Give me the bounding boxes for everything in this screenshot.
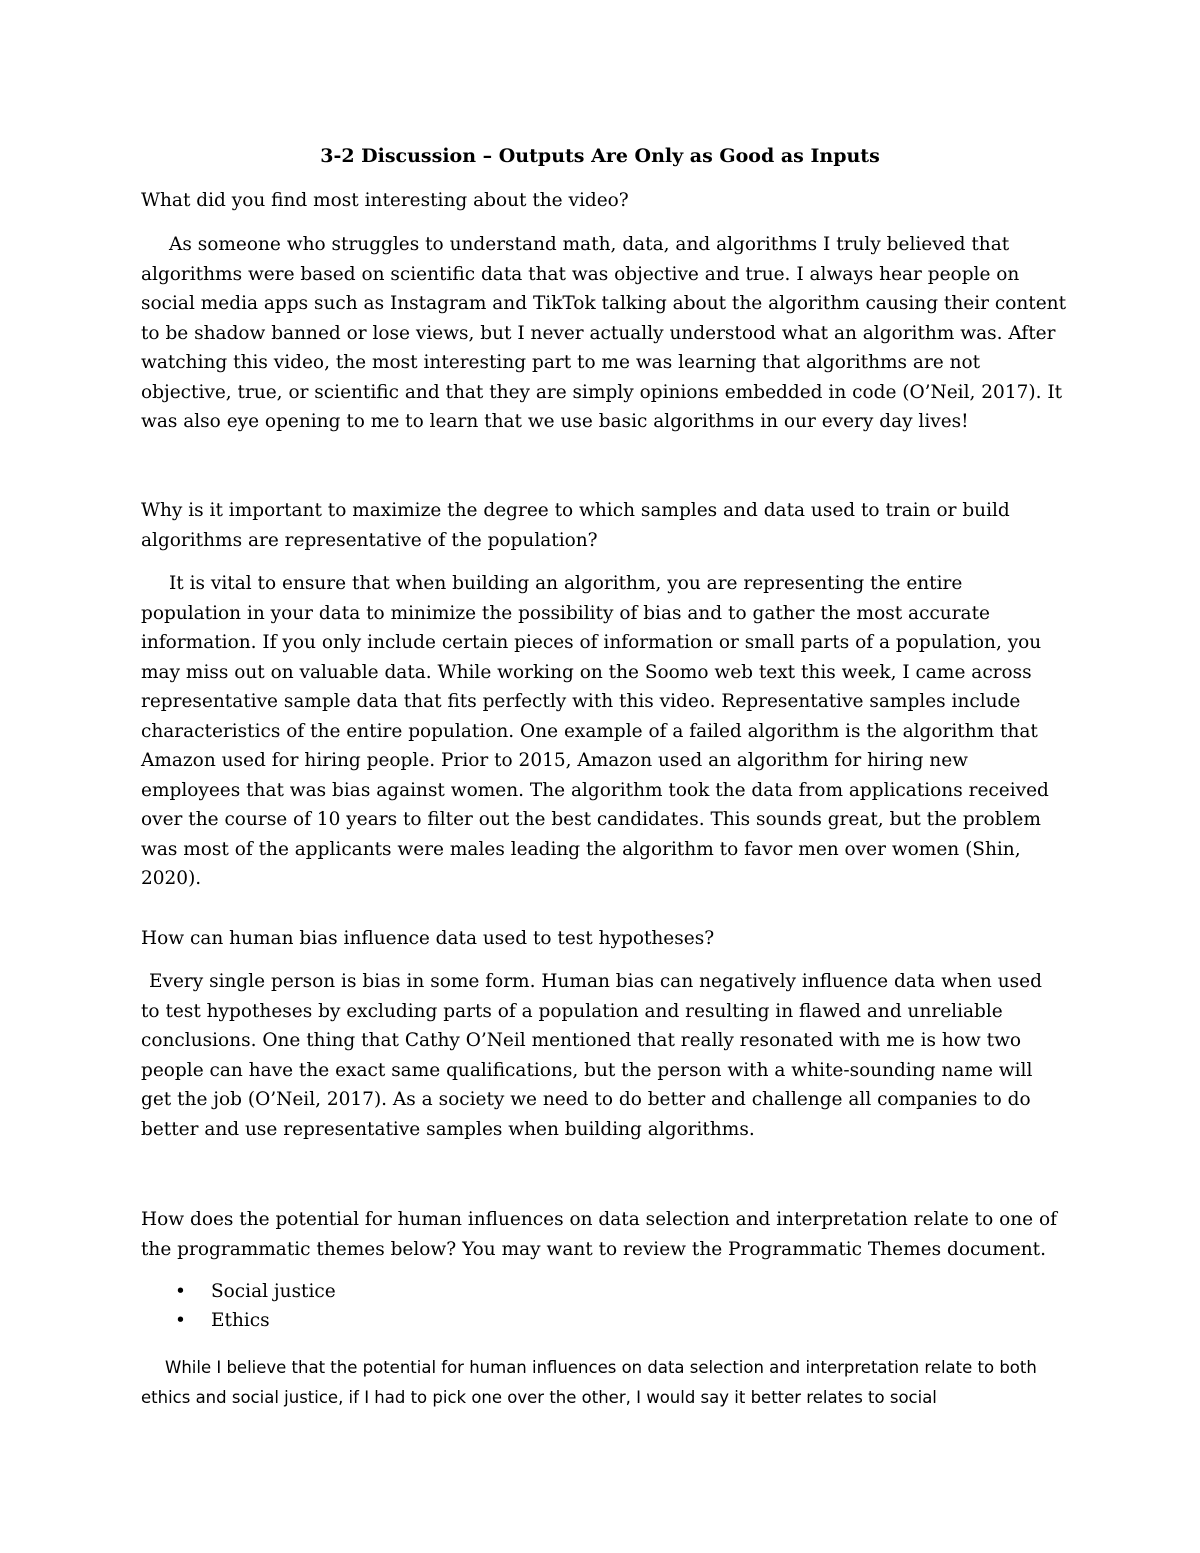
question-4: How does the potential for human influences on data selection and interpretation relate to one of the programmatic themes below? You may want to review the Programmatic Themes document. xyxy=(141,1209,1057,1260)
bullet-icon: • xyxy=(175,1309,186,1331)
list-item xyxy=(141,1278,336,1307)
themes-list xyxy=(141,1278,336,1335)
theme-ethics: Ethics xyxy=(211,1309,270,1331)
answer-4: While I believe that the potential for human influences on data selection and interpretation relate to both ethics and social justice, if I had to pick one over the other, I would say it better relates to social xyxy=(141,1358,1037,1407)
list-item xyxy=(141,1307,336,1336)
question-2: Why is it important to maximize the degree to which samples and data used to train or build algorithms are representative of the population? xyxy=(141,500,1010,551)
question-1: What did you find most interesting about the video? xyxy=(141,190,629,211)
answer-3: Every single person is bias in some form. Human bias can negatively influence data when used to test hypotheses by excluding parts of a population and resulting in flawed and unreliable conclusions. One thing that Cathy O’Neil mentioned that really resonated with me is how two people can have the exact same qualifications, but the person with a white-sounding name will get the job (O’Neil, 2017). As a society we need to do better and challenge all companies to do better and use representative samples when building algorithms. xyxy=(141,971,1042,1140)
answer-1: As someone who struggles to understand math, data, and algorithms I truly believed that algorithms were based on scientific data that was objective and true. I always hear people on social media apps such as Instagram and TikTok talking about the algorithm causing their content to be shadow banned or lose views, but I never actually understood what an algorithm was. After watching this video, the most interesting part to me was learning that algorithms are not objective, true, or scientific and that they are simply opinions embedded in code (O’Neil, 2017). It was also eye opening to me to learn that we use basic algorithms in our every day lives! xyxy=(141,234,1066,432)
bullet-icon: • xyxy=(175,1281,186,1302)
document-title: 3-2 Discussion – Outputs Are Only as Good as Inputs xyxy=(320,145,880,167)
question-3: How can human bias influence data used to test hypotheses? xyxy=(141,928,715,949)
answer-2: It is vital to ensure that when building an algorithm, you are representing the entire population in your data to minimize the possibility of bias and to gather the most accurate information. If you only include certain pieces of information or small parts of a population, you may miss out on valuable data. While working on the Soomo web text this week, I came across representative sample data that fits perfectly with this video. Representative samples include characteristics of the entire population. One example of a failed algorithm is the algorithm that Amazon used for hiring people. Prior to 2015, Amazon used an algorithm for hiring new employees that was bias against women. The algorithm took the data from applications received over the course of 10 years to filter out the best candidates. This sounds great, but the problem was most of the applicants were males leading the algorithm to favor men over women (Shin, 2020). xyxy=(141,573,1049,889)
theme-social-justice: Social justice xyxy=(211,1281,336,1302)
